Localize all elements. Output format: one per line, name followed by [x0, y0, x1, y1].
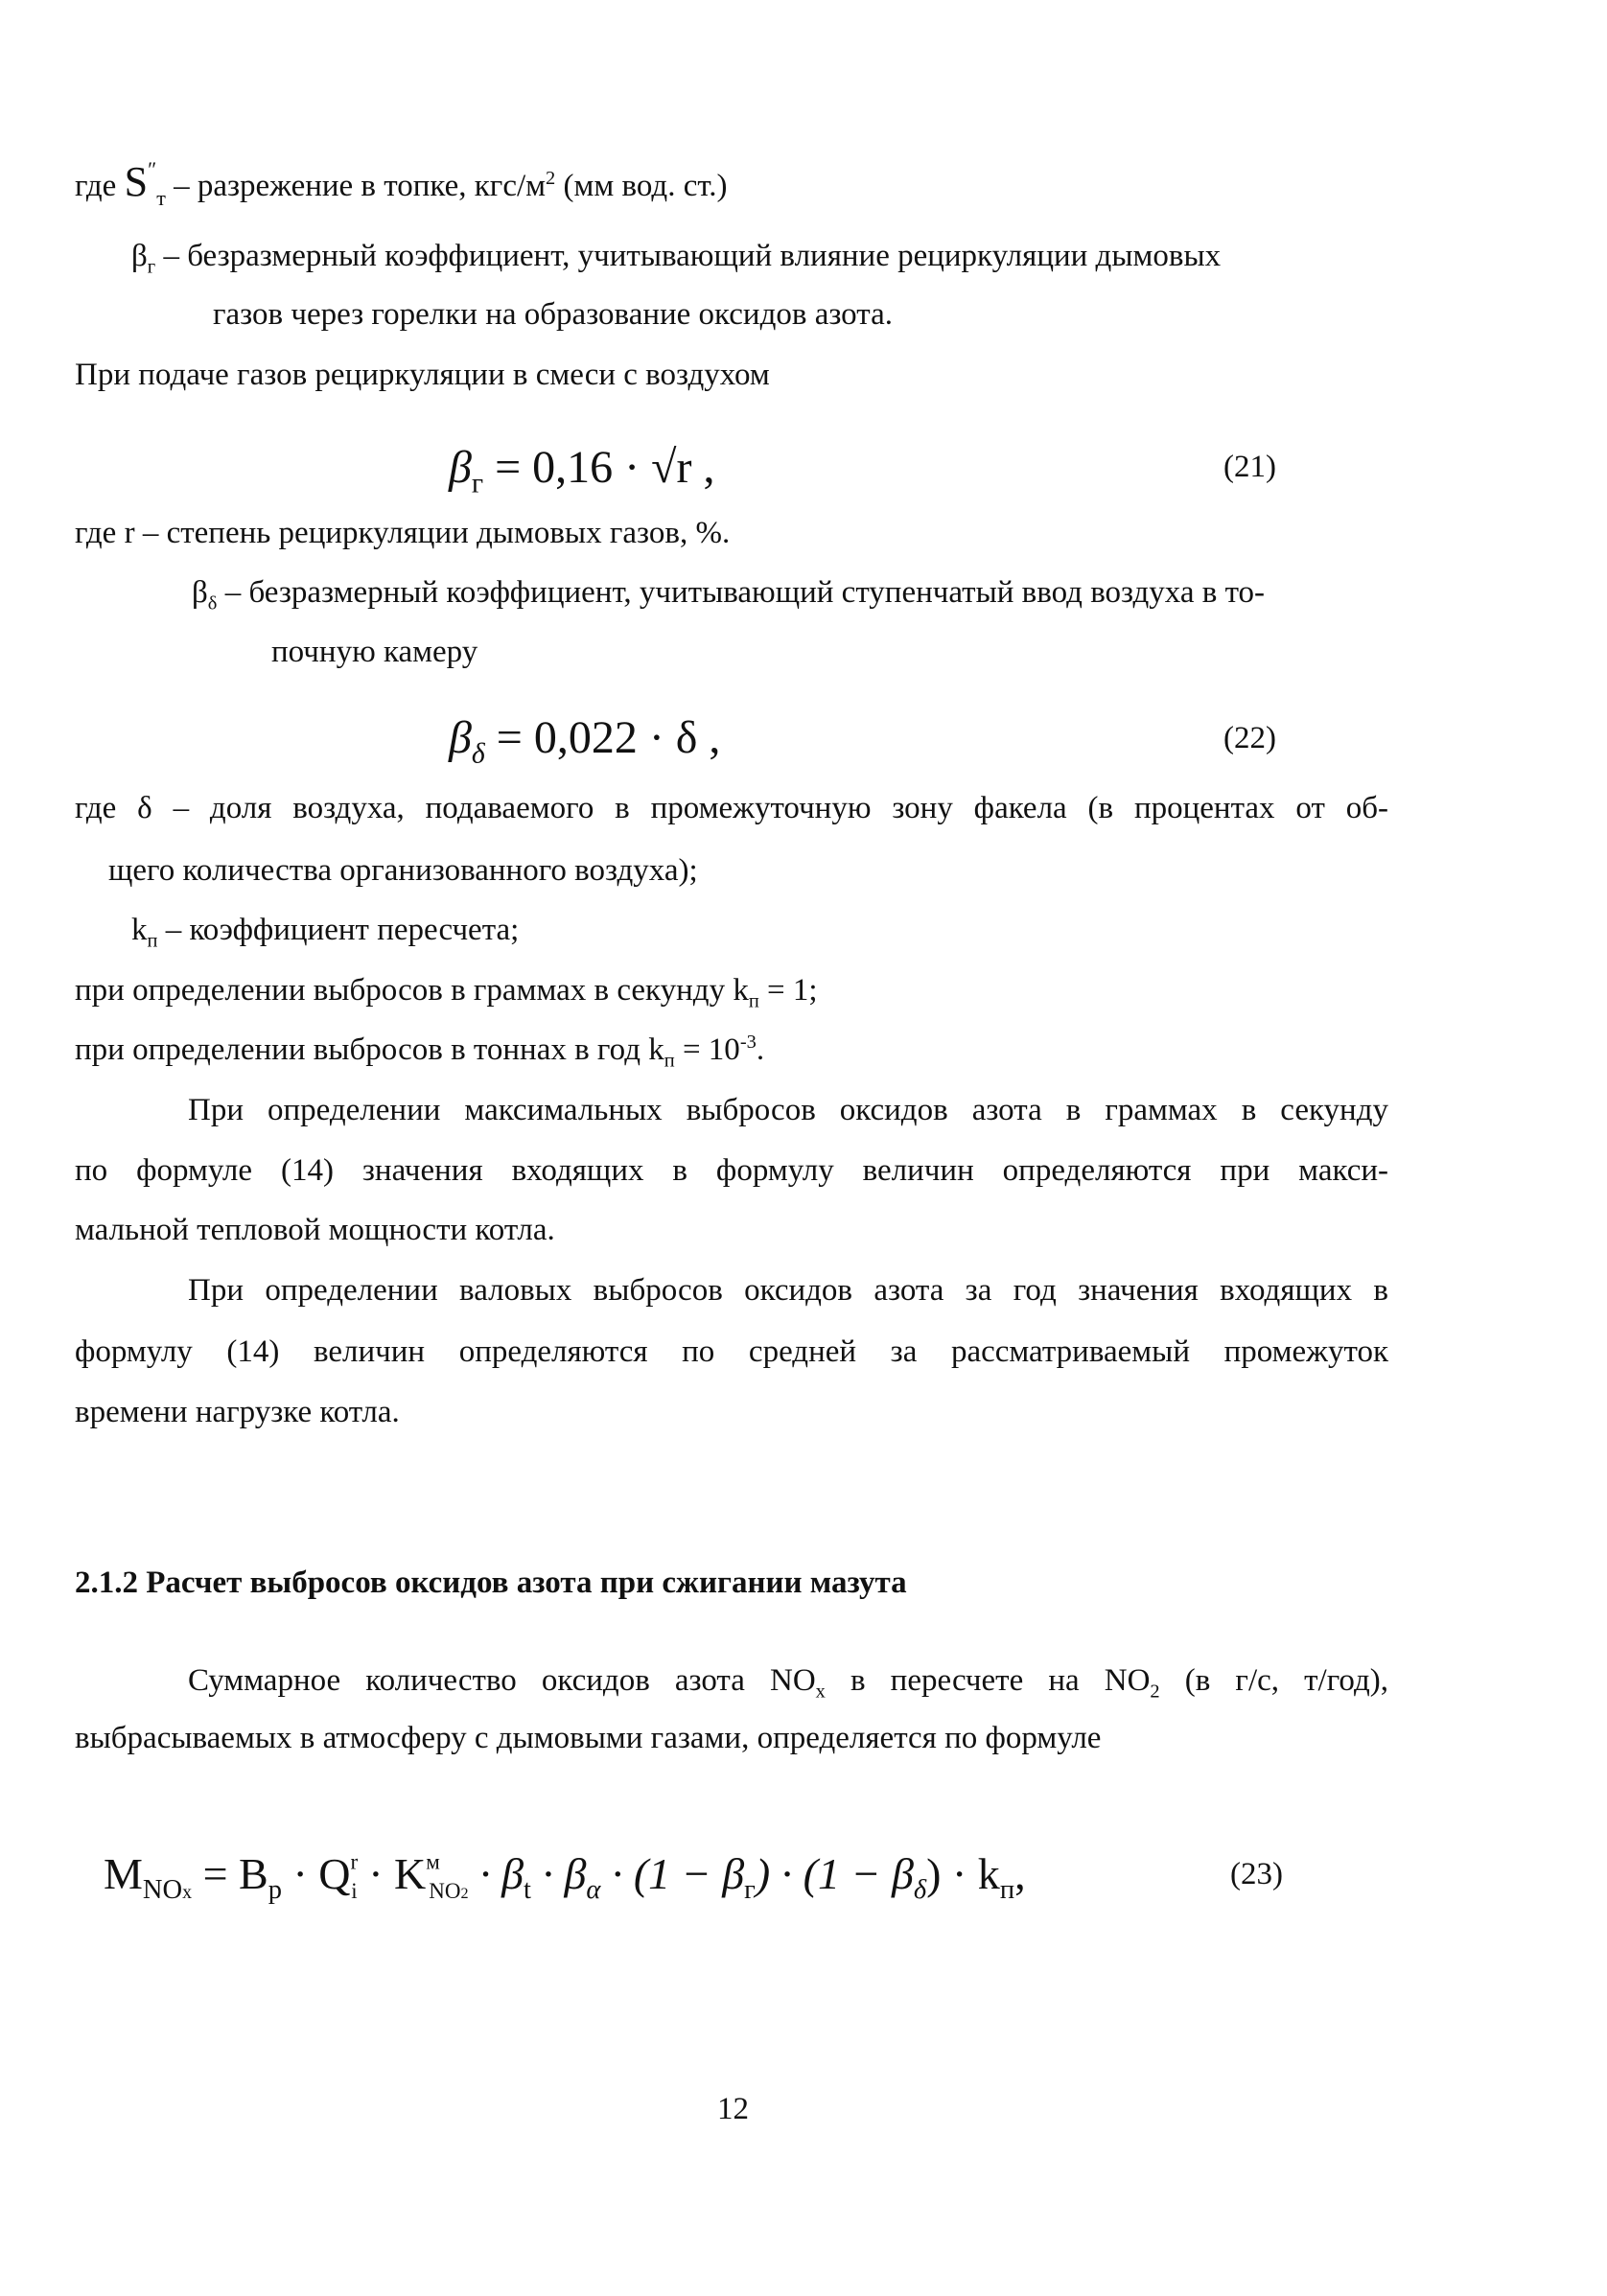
beta-r-definition-line2: газов через горелки на образование оксидов азота. — [213, 297, 893, 332]
kp-grams: при определении выбросов в граммах в секунду $k_п = 1$; — [75, 973, 818, 1012]
kp-tonnes: при определении выбросов в тоннах в год $k_п = 10^{-3}$. — [75, 1032, 765, 1072]
beta-delta-definition-line1: $\beta_\delta$ – безразмерный коэффициент, учитывающий ступенчатый ввод воздуха в то- — [192, 575, 1266, 615]
delta-definition-line2: щего количества организованного воздуха); — [108, 853, 698, 888]
formula-21: $\beta_г = 0,16 \cdot √r$ , — [449, 442, 715, 499]
equation-number-23: (23) — [1230, 1857, 1283, 1891]
beta-delta-definition-line2: почную камеру — [271, 635, 478, 669]
paragraph-1-line3: мальной тепловой мощности котла. — [75, 1213, 555, 1247]
recirculation-intro: При подаче газов рециркуляции в смеси с воздухом — [75, 358, 770, 392]
paragraph-2-line1: При определении валовых выбросов оксидов азота за год значения входящих в — [188, 1273, 1388, 1308]
paragraph-1-line1: При определении максимальных выбросов оксидов азота в граммах в секунду — [188, 1093, 1388, 1127]
beta-r-definition-line1: $\beta_г$ – безразмерный коэффициент, учитывающий влияние рециркуляции дымовых — [131, 239, 1222, 278]
paragraph-2-line3: времени нагрузке котла. — [75, 1395, 400, 1429]
equation-number-21: (21) — [1223, 450, 1276, 484]
formula-22: $\beta_\delta = 0,022 \cdot \delta$ , — [449, 712, 721, 770]
paragraph-1-line2: по формуле (14) значения входящих в формулу величин определяются при макси- — [75, 1153, 1388, 1188]
s-symbol: $S''_т$ — [124, 157, 166, 210]
formula-23: $M_{NOx} = B_p \cdot Q^r_i \cdot K^м_{NO2} \cdot \beta_t \cdot \beta_\alpha \cdot (1 - \beta_г) \cdot (1 - \beta_\delta) \cdot k_п$, — [104, 1849, 1026, 1906]
kp-definition: $k_п$ – коэффициент пересчета; — [131, 913, 520, 952]
delta-definition-line1: где δ – доля воздуха, подаваемого в промежуточную зону факела (в процентах от об- — [75, 791, 1388, 825]
equation-number-22: (22) — [1223, 721, 1276, 755]
section-heading: 2.1.2 Расчет выбросов оксидов азота при сжигании мазута — [75, 1565, 907, 1600]
s-definition: где $S''_т$ – разрежение в топке, кгс/$м^2$ (мм вод. ст.) — [75, 157, 728, 210]
paragraph-3-line2: выбрасываемых в атмосферу с дымовыми газами, определяется по формуле — [75, 1721, 1102, 1755]
paragraph-2-line2: формулу (14) величин определяются по средней за рассматриваемый промежуток — [75, 1334, 1388, 1369]
r-definition: где r – степень рециркуляции дымовых газов, %. — [75, 516, 731, 550]
paragraph-3-line1: Суммарное количество оксидов азота $NO_x$ в пересчете на $NO_2$ (в г/с, т/год), — [188, 1663, 1388, 1703]
page-number: 12 — [717, 2092, 749, 2126]
